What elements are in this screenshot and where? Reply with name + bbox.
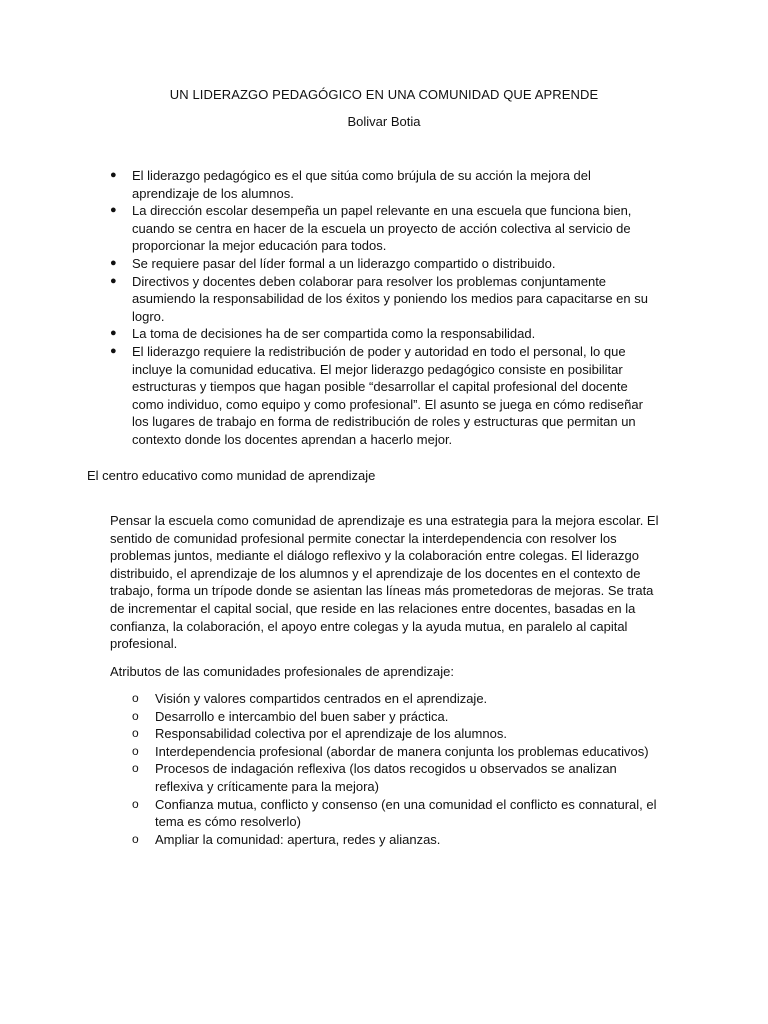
attribute-text: Desarrollo e intercambio del buen saber y práctica. bbox=[155, 708, 449, 724]
bullet-list bbox=[110, 167, 660, 449]
bullet-item bbox=[110, 255, 660, 273]
section-heading: El centro educativo como munidad de aprendizaje bbox=[87, 468, 376, 483]
attribute-item bbox=[132, 725, 662, 743]
bullet-dot-icon: ● bbox=[110, 274, 117, 287]
circle-bullet-icon: o bbox=[132, 796, 139, 811]
document-author: Bolivar Botia bbox=[347, 114, 421, 129]
bullet-dot-icon: ● bbox=[110, 344, 117, 357]
document-title: UN LIDERAZGO PEDAGÓGICO EN UNA COMUNIDAD QUE APRENDE bbox=[169, 87, 599, 102]
bullet-text: El liderazgo pedagógico es el que sitúa como brújula de su acción la mejora del aprendizaje de los alumnos. bbox=[132, 168, 591, 201]
attribute-item bbox=[132, 708, 662, 726]
circle-bullet-icon: o bbox=[132, 743, 139, 758]
circle-bullet-icon: o bbox=[132, 831, 139, 846]
bullet-item bbox=[110, 343, 660, 449]
bullet-dot-icon: ● bbox=[110, 256, 117, 269]
bullet-item bbox=[110, 202, 660, 255]
bullet-dot-icon: ● bbox=[110, 169, 117, 181]
attribute-item bbox=[132, 831, 662, 849]
body-paragraph: Pensar la escuela como comunidad de aprendizaje es una estrategia para la mejora escolar. El sentido de comunidad profesional permite conectar la interdependencia con resolver los problemas juntos, mediante el diálogo reflexivo y la colaboración entre colegas. El liderazgo distribuido, el aprendizaje de los alumnos y el aprendizaje de los docentes en el contexto de trabajo, forma un trípode donde se asientan las líneas más prometedoras de mejoras. Se trata de incrementar el capital social, que reside en las relaciones entre docentes, basadas en la confianza, la colaboración, el apoyo entre colegas y la ayuda mutua, en paralelo al capital profesional. bbox=[110, 513, 659, 652]
bullet-text: El liderazgo requiere la redistribución de poder y autoridad en todo el personal, lo que incluye la comunidad educativa. El mejor liderazgo pedagógico consiste en posibilitar estructuras y tiempos que hagan posible “desarrollar el capital profesional del docente como individuo, como equipo y como profesional”. El asunto se juega en cómo rediseñar los lugares de trabajo en forma de redistribución de roles y estructuras que permitan un contexto donde los docentes aprendan a hacerlo mejor. bbox=[132, 343, 643, 447]
attributes-list bbox=[132, 690, 662, 848]
attribute-text: Interdependencia profesional (abordar de manera conjunta los problemas educativos) bbox=[155, 743, 649, 759]
bullet-dot-icon: ● bbox=[110, 327, 117, 340]
bullet-dot-icon: ● bbox=[110, 204, 117, 217]
bullet-item bbox=[110, 273, 660, 326]
attribute-item bbox=[132, 796, 662, 831]
attribute-text: Ampliar la comunidad: apertura, redes y alianzas. bbox=[155, 831, 441, 847]
attributes-label: Atributos de las comunidades profesionales de aprendizaje: bbox=[110, 664, 454, 679]
attribute-item bbox=[132, 690, 662, 708]
bullet-item bbox=[110, 167, 660, 202]
attribute-text: Procesos de indagación reflexiva (los datos recogidos u observados se analizan reflexiva y críticamente para la mejora) bbox=[155, 761, 617, 794]
attribute-item bbox=[132, 760, 662, 795]
attribute-item bbox=[132, 743, 662, 761]
attribute-text: Responsabilidad colectiva por el aprendizaje de los alumnos. bbox=[155, 726, 507, 742]
circle-bullet-icon: o bbox=[132, 761, 139, 776]
bullet-text: Directivos y docentes deben colaborar para resolver los problemas conjuntamente asumiendo la responsabilidad de los éxitos y poniendo los medios para capacitarse en su logro. bbox=[132, 273, 648, 324]
bullet-text: La toma de decisiones ha de ser compartida como la responsabilidad. bbox=[132, 326, 536, 342]
bullet-text: Se requiere pasar del líder formal a un liderazgo compartido o distribuido. bbox=[132, 255, 556, 271]
attribute-text: Visión y valores compartidos centrados en el aprendizaje. bbox=[155, 691, 488, 706]
circle-bullet-icon: o bbox=[132, 726, 139, 741]
bullet-text: La dirección escolar desempeña un papel relevante en una escuela que funciona bien, cuando se centra en hacer de la escuela un proyecto de acción colectiva al servicio de proporcionar la mejor educación para todos. bbox=[132, 203, 632, 254]
circle-bullet-icon: o bbox=[132, 691, 139, 705]
circle-bullet-icon: o bbox=[132, 708, 139, 723]
bullet-item bbox=[110, 325, 660, 343]
attribute-text: Confianza mutua, conflicto y consenso (en una comunidad el conflicto es connatural, el tema es cómo resolverlo) bbox=[155, 796, 657, 830]
